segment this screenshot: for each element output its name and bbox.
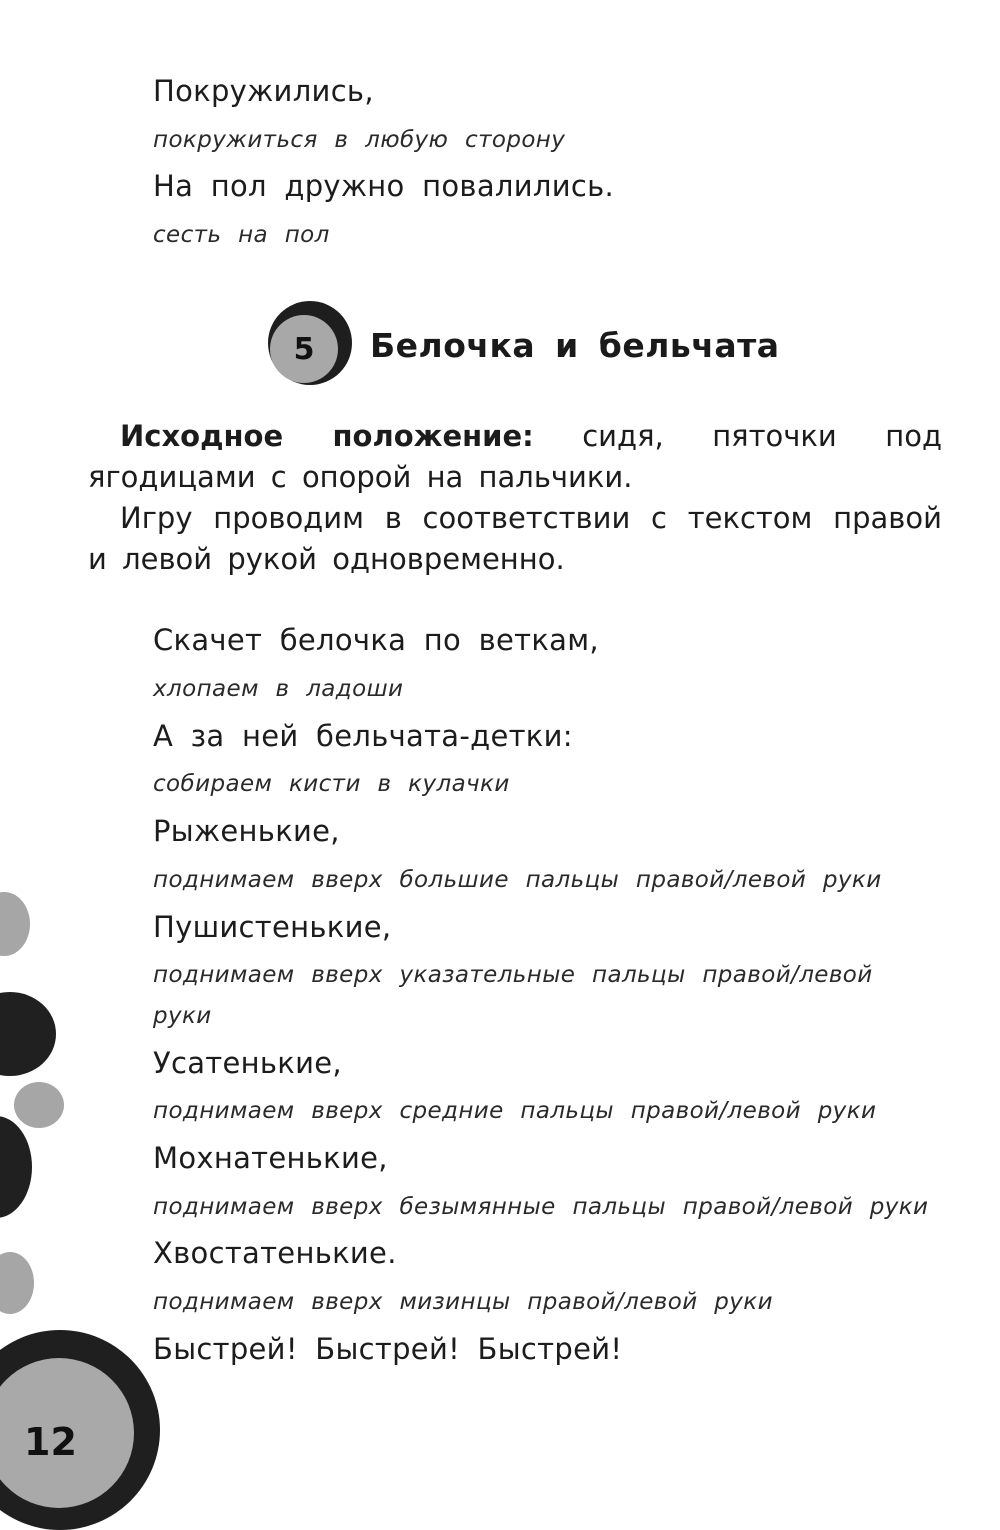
decor-circle-gray-small [14, 1082, 64, 1128]
verse-line: А за ней бельчата-детки: [153, 719, 573, 753]
page-number: 12 [24, 1420, 77, 1464]
starting-position-paragraph [88, 416, 942, 498]
section-title: Белочка и бельчата [370, 325, 780, 365]
verse-action: хлопаем в ладоши [153, 676, 404, 702]
verse-line: Усатенькие, [153, 1046, 342, 1080]
decor-circle-gray-top [0, 892, 30, 956]
verse-action-continued: руки [153, 1003, 212, 1029]
verse-action: поднимаем вверх большие пальцы правой/левой руки [153, 867, 882, 893]
section-number-badge [268, 301, 356, 389]
verse-action: поднимаем вверх средние пальцы правой/левой руки [153, 1098, 877, 1124]
verse-line: На пол дружно повалились. [153, 169, 615, 203]
instruction-paragraph [88, 498, 942, 580]
verse-action: поднимаем вверх безымянные пальцы правой/левой руки [153, 1194, 929, 1220]
starting-position-text: сидя, пяточки под ягодицами с опорой на пальчики. [88, 419, 942, 494]
decor-circle-gray-bottom [0, 1252, 34, 1314]
verse-line: Скачет белочка по веткам, [153, 623, 599, 657]
starting-position-label: Исходное положение: [120, 419, 534, 453]
decor-circle-dark-large [0, 992, 56, 1076]
verse-action: сесть на пол [153, 222, 330, 248]
verse-action: поднимаем вверх указательные пальцы правой/левой [153, 962, 873, 988]
final-verse-line: Быстрей! Быстрей! Быстрей! [153, 1332, 623, 1366]
verse-line: Мохнатенькие, [153, 1141, 388, 1175]
verse-line: Пушистенькие, [153, 910, 392, 944]
verse-action: поднимаем вверх мизинцы правой/левой руки [153, 1289, 773, 1315]
verse-line: Хвостатенькие. [153, 1236, 397, 1270]
section-number: 5 [270, 315, 338, 383]
verse-action: покружиться в любую сторону [153, 127, 566, 153]
section-heading [268, 300, 780, 390]
verse-action: собираем кисти в кулачки [153, 771, 510, 797]
instruction-text: Игру проводим в соответствии с текстом правой и левой рукой одновременно. [88, 501, 942, 576]
verse-line: Рыженькие, [153, 814, 340, 848]
verse-line: Покружились, [153, 74, 374, 108]
decor-circle-dark-middle [0, 1116, 32, 1218]
